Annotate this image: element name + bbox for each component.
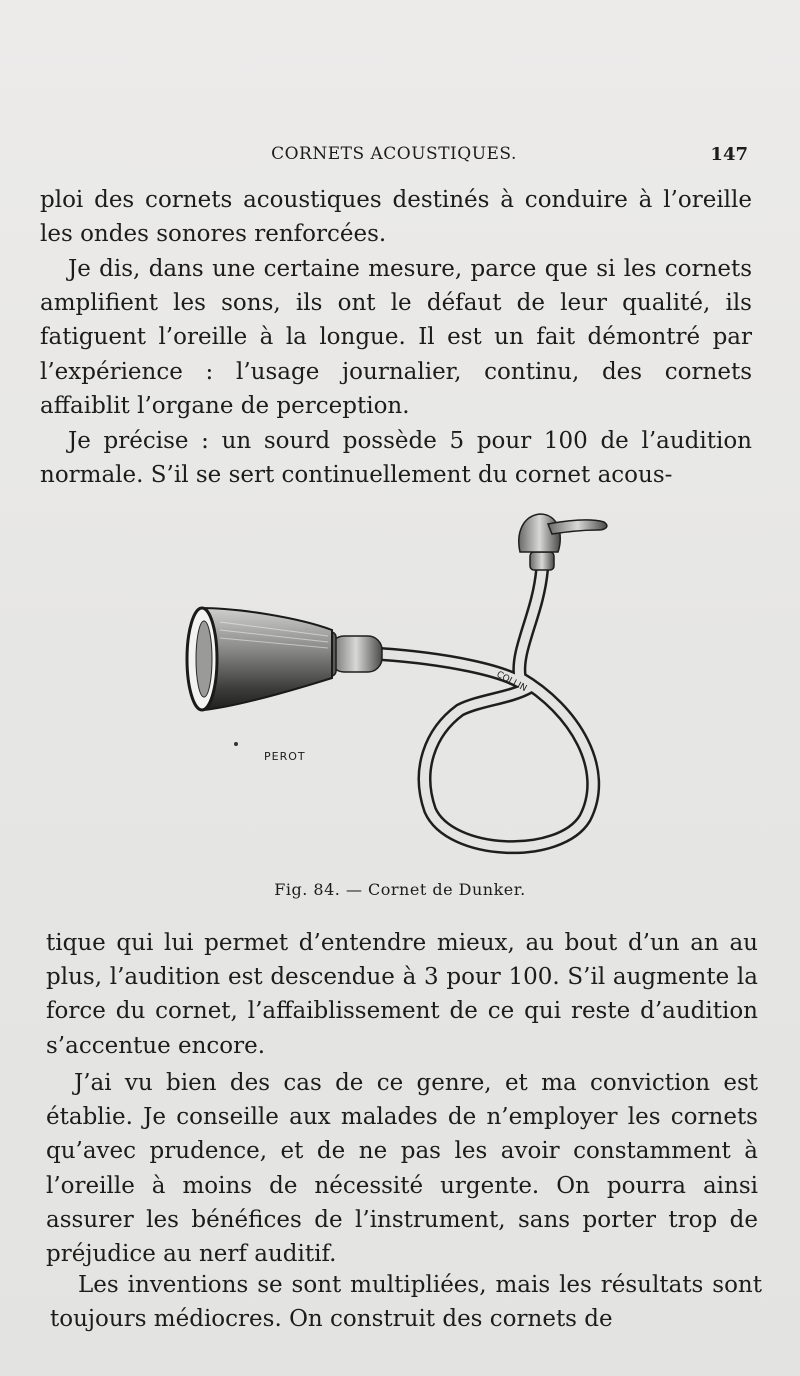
paragraph-2: Je dis, dans une certaine mesure, parce que si les cornets amplifient les sons, ils ont le défaut de leur qualité, ils fatiguent l’oreille à la longue. Il est un fait démontré par l’expérience : l’usage journalier, continu, des cornets affaiblit l’organe de perception.	[40, 256, 752, 419]
paragraph-4: tique qui lui permet d’entendre mieux, au bout d’un an au plus, l’audition est descendue à 3 pour 100. S’il augmente la force du cornet, l’affaiblissement de ce qui reste d’audition s’accentue encore.	[46, 930, 758, 1059]
running-title: CORNETS ACOUSTIQUES.	[271, 144, 517, 164]
paragraph-5: J’ai vu bien des cas de ce genre, et ma conviction est établie. Je conseille aux malades de n’employer les cornets qu’avec prudence, et de ne pas les avoir constamment à l’oreille à moins de nécessité urgente. On pourra ainsi assurer les bénéfices de l’instrument, sans porter trop de préjudice au nerf auditif.	[46, 1070, 758, 1268]
running-head	[40, 144, 748, 170]
figure-caption: Fig. 84. — Cornet de Dunker.	[274, 880, 526, 899]
cornet-engraving	[180, 500, 620, 862]
paragraph-6: Les inventions se sont multipliées, mais les résultats sont toujours médiocres. On construit des cornets de	[50, 1272, 762, 1333]
figure-cornet-illustration	[180, 500, 620, 862]
paragraph-1: ploi des cornets acoustiques destinés à conduire à l’oreille les ondes sonores renforcées.	[40, 187, 752, 248]
tube-inscription: COLLIN	[494, 669, 529, 695]
engraver-signature: PEROT	[264, 750, 306, 763]
page-number: 147	[710, 144, 748, 165]
paragraph-3: Je précise : un sourd possède 5 pour 100 de l’audition normale. S’il se sert continuellement du cornet acous-	[40, 428, 752, 489]
